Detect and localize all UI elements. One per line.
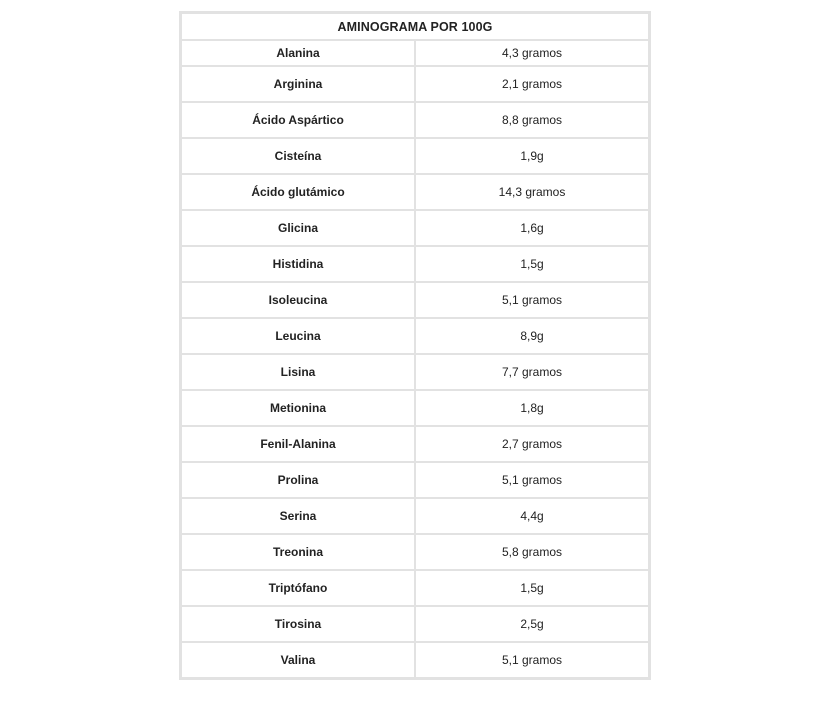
table-row [181,174,649,210]
table-row [181,210,649,246]
table-row [181,570,649,606]
table-title: AMINOGRAMA POR 100G [181,13,649,40]
amino-acid-amount: 7,7 gramos [415,354,649,390]
amino-acid-amount: 5,8 gramos [415,534,649,570]
amino-acid-name: Cisteína [181,138,415,174]
table-row [181,102,649,138]
amino-acid-amount: 1,5g [415,246,649,282]
table-row [181,498,649,534]
amino-acid-name: Arginina [181,66,415,102]
amino-acid-amount: 1,9g [415,138,649,174]
amino-acid-name: Ácido glutámico [181,174,415,210]
aminogram-table [179,11,651,680]
amino-acid-name: Isoleucina [181,282,415,318]
table-row [181,642,649,678]
amino-acid-name: Prolina [181,462,415,498]
amino-acid-amount: 14,3 gramos [415,174,649,210]
amino-acid-name: Tirosina [181,606,415,642]
table-row [181,138,649,174]
amino-acid-name: Serina [181,498,415,534]
amino-acid-amount: 4,4g [415,498,649,534]
table-row [181,66,649,102]
table-row [181,282,649,318]
table-row [181,426,649,462]
table-row [181,40,649,66]
amino-acid-name: Fenil-Alanina [181,426,415,462]
amino-acid-amount: 2,1 gramos [415,66,649,102]
amino-acid-amount: 5,1 gramos [415,282,649,318]
table-row [181,462,649,498]
amino-acid-name: Valina [181,642,415,678]
table-header-row [181,13,649,40]
table-row [181,390,649,426]
table-row [181,246,649,282]
table-row [181,534,649,570]
amino-acid-amount: 2,7 gramos [415,426,649,462]
amino-acid-name: Treonina [181,534,415,570]
amino-acid-amount: 8,8 gramos [415,102,649,138]
amino-acid-amount: 1,5g [415,570,649,606]
amino-acid-amount: 8,9g [415,318,649,354]
amino-acid-amount: 1,6g [415,210,649,246]
amino-acid-name: Glicina [181,210,415,246]
amino-acid-name: Histidina [181,246,415,282]
amino-acid-name: Leucina [181,318,415,354]
table-body [181,40,649,678]
table-row [181,318,649,354]
amino-acid-amount: 1,8g [415,390,649,426]
amino-acid-name: Metionina [181,390,415,426]
amino-acid-name: Alanina [181,40,415,66]
amino-acid-amount: 5,1 gramos [415,462,649,498]
amino-acid-name: Lisina [181,354,415,390]
amino-acid-name: Ácido Aspártico [181,102,415,138]
amino-acid-amount: 5,1 gramos [415,642,649,678]
table-row [181,606,649,642]
amino-acid-name: Triptófano [181,570,415,606]
amino-acid-amount: 4,3 gramos [415,40,649,66]
amino-acid-amount: 2,5g [415,606,649,642]
table-row [181,354,649,390]
